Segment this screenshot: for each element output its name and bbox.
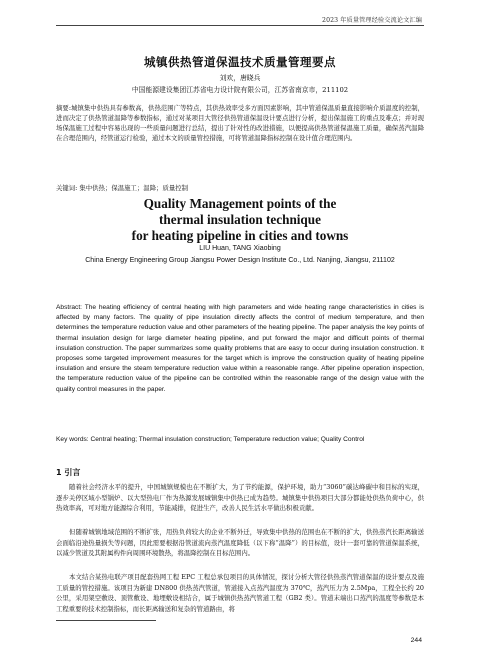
english-title — [0, 196, 480, 245]
english-abstract-label: Abstract: — [56, 304, 83, 311]
english-keywords-label: Key words: — [56, 436, 89, 443]
english-affiliation: China Energy Engineering Group Jiangsu Power Design Institute Co., Ltd. Nanjing, Jiangsu, 211102 — [85, 257, 395, 264]
chinese-authors: 刘欢，唐晓兵 — [219, 74, 261, 82]
section-heading-introduction: 1 引言 — [56, 468, 81, 477]
chinese-keywords-text: 集中供热；保温施工；温降；质量控制 — [79, 184, 189, 192]
body-paragraph-3: 本文结合某热电联产项目配套热网工程 EPC 工程总承包项目的具体情况，探讨分析大管径供热蒸汽管道保温的设计要点及施工质量的管控措施。该项目为新建 DN800 供热蒸汽管道，管道接入点蒸汽温度为 370℃，蒸汽压力为 2.5Mpa，工程全长约 20 公里，采用架空敷设、顶管敷设、地埋敷设相结合，属于城镇供热蒸汽管道工程（GB2 类）。管道末端出口蒸汽的温度等参数是本工程重要的技术控制指标，而长距离输送和复杂的管道路由，将 — [56, 573, 424, 613]
english-abstract — [56, 303, 424, 395]
chinese-title: 城镇供热管道保温技术质量管理要点 — [144, 55, 336, 69]
chinese-abstract — [56, 103, 424, 143]
body-paragraph-1: 随着社会经济水平的提升，中国城镇规模也在不断扩大，为了节约能源，保护环境，助力“3060”碳达峰碳中和目标的实现，逐步关停区域小型锅炉、以大型热电厂作为热源发展城镇集中供热已成为趋势。城镇集中供热项目大部分都能处供热负荷中心，供热效率高，可对地方能源综合利用，节能减排，促进生产，改善人民生活水平做出积极贡献。 — [56, 483, 424, 513]
page-number: 244 — [410, 637, 422, 644]
english-title-line-3: for heating pipeline in cities and towns — [131, 228, 349, 244]
chinese-keywords-label: 关键词: — [56, 184, 78, 192]
english-keywords — [56, 435, 424, 445]
chinese-keywords — [56, 183, 424, 192]
chinese-abstract-text: 城镇集中供热具有参数高，供热范围广等特点，其供热效率受多方面因素影响，其中管道保温质量直接影响介质温度的控制，进而决定了供热管道温降等参数指标，通过对某项目大管径供热管道保温设计要点进行分析，提出保温施工的重点及难点；并对现场保温施工过程中容易出现的一些质量问题进行总结，提出了针对性的改进措施，以便提高供热管道保温施工质量，确保蒸汽温降在合理范围内，经管道运行检验，通过本文的质量管控措施，可将管道温降指标控制在设计值合理范围内。 — [56, 104, 425, 143]
english-abstract-text: The heating efficiency of central heating with high parameters and wide heating range characteristics in cities is affected by many factors. The quality of pipe insulation directly affects the control of medium temperature, and then determines the temperature reduction value and other parameters of the heating pipeline. The paper analysis the key points of thermal insulation design for large diameter heating pipeline, and put forward the major and difficult points of thermal insulation construction. The paper summarizes some quality problems that are easy to occur during insulation construction. It proposes some targeted improvement measures for the target which is improve the construction quality of heating pipeline insulation and ensure the steam temperature reduction value within a reasonable range. After pipeline operation inspection, the temperature reduction value of the pipeline can be controlled within the reasonable range of the design value with the quality control measures in the paper. — [56, 304, 424, 393]
english-title-line-2: thermal insulation technique — [159, 212, 321, 228]
footnote-rule — [56, 620, 156, 621]
english-keywords-text: Central heating; Thermal insulation construction; Temperature reduction value; Quality Control — [90, 436, 365, 443]
chinese-affiliation: 中国能源建设集团江苏省电力设计院有限公司，江苏省南京市，211102 — [131, 86, 349, 94]
chinese-abstract-label: 摘要: — [56, 104, 71, 112]
english-title-line-1: Quality Management points of the — [143, 196, 337, 211]
header-rule — [56, 25, 424, 26]
english-authors: LIU Huan, TANG Xiaobing — [199, 245, 281, 252]
body-paragraph-2: 但随着城镇地域范围的不断扩张，用热负荷较大的企业不断外迁，导致集中供热的范围也在不断的扩大，供热蒸汽长距离输送会面临沿途热量损失等问题，因此需要根据沿管道流向蒸汽温度降低（以下称“温降”）的目标值，设计一套可靠的管道保温系统，以减少管道及其附属构件向周围环境散热，将温降控制在目标范围内。 — [56, 528, 424, 558]
running-head: 2023 年质量管理经验交流论文汇编 — [322, 17, 422, 24]
